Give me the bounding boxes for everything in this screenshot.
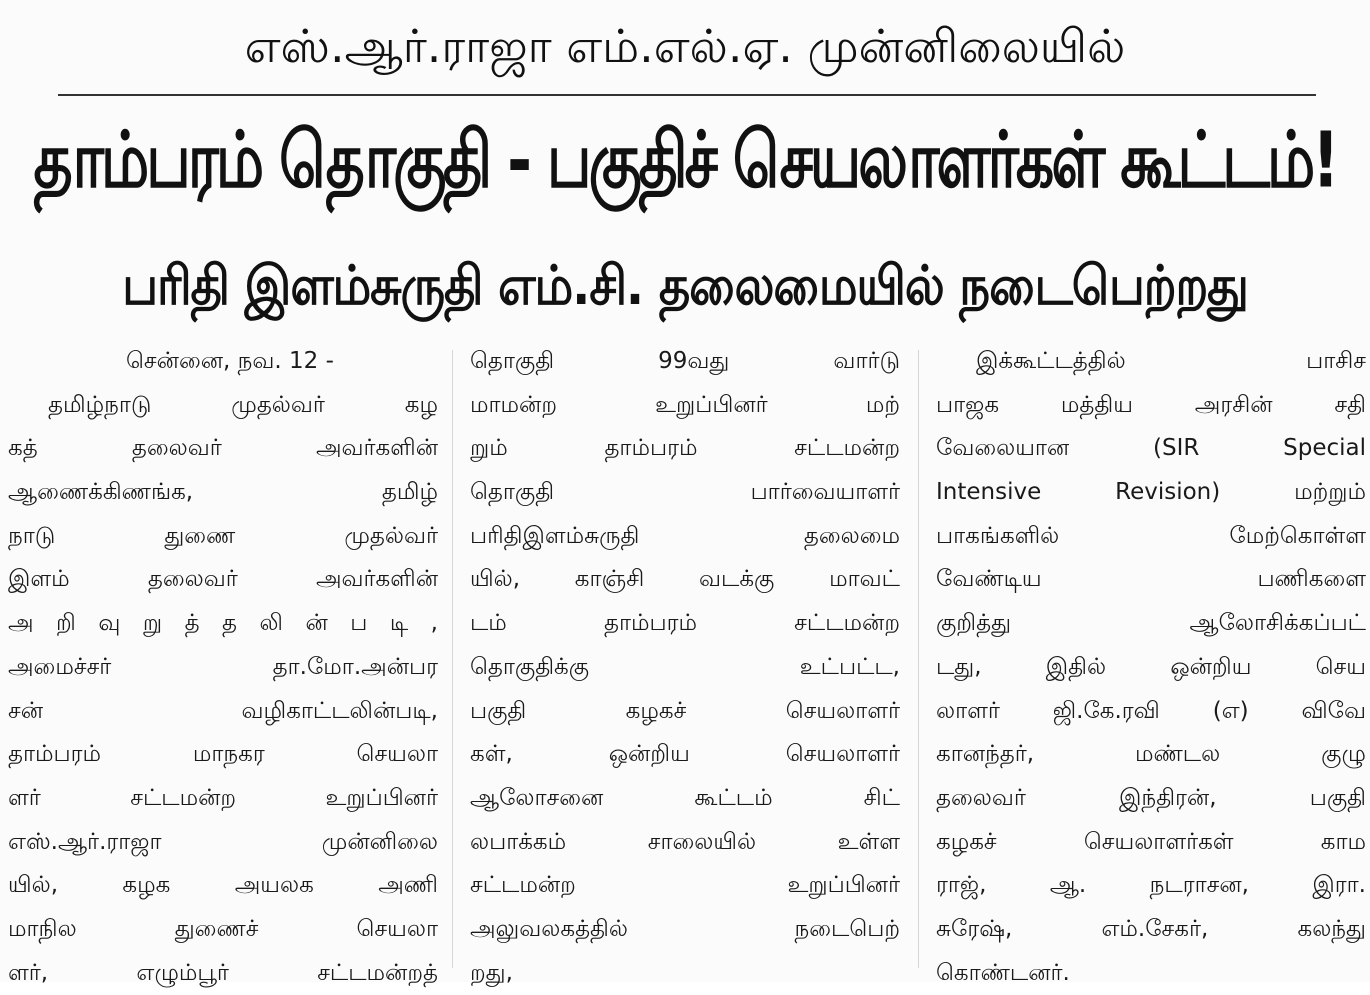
body-line: தொகுதிக்கு உட்பட்ட, <box>470 653 900 680</box>
body-line: இக்கூட்டத்தில் பாசிச <box>976 348 1366 374</box>
body-line: கொண்டனர். <box>936 959 1070 986</box>
body-line: லாளர் ஜி.கே.ரவி (எ) விவே <box>936 697 1366 724</box>
body-line: அலுவலகத்தில் நடைபெற் <box>470 915 900 942</box>
article-kicker: எஸ்.ஆர்.ராஜா எம்.எல்.ஏ. முன்னிலையில் <box>244 19 1126 73</box>
article-column-2 <box>470 340 900 995</box>
body-line: றும் தாம்பரம் சட்டமன்ற <box>470 435 900 462</box>
body-line: கழகச் செயலாளர்கள் காம <box>936 828 1366 855</box>
body-line: கள், ஒன்றிய செயலாளர் <box>470 741 900 768</box>
body-line: லபாக்கம் சாலையில் உள்ள <box>470 828 900 855</box>
body-line: வேண்டிய பணிகளை <box>936 566 1366 593</box>
body-line: ஆலோசனை கூட்டம் சிட் <box>470 784 900 811</box>
column-divider <box>452 350 453 968</box>
body-line: சுரேஷ், எம்.சேகர், கலந்து <box>936 915 1366 942</box>
body-line: ளர், எழும்பூர் சட்டமன்றத் <box>8 959 438 986</box>
body-line: தமிழ்நாடு முதல்வர் கழ <box>48 391 438 418</box>
body-line: குறித்து ஆலோசிக்கப்பட் <box>936 610 1366 637</box>
body-line: டது, இதில் ஒன்றிய செய <box>936 653 1366 680</box>
article-column-1 <box>8 340 438 995</box>
body-line: கத் தலைவர் அவர்களின் <box>8 435 438 462</box>
body-line: பாஜக மத்திய அரசின் சதி <box>936 391 1366 418</box>
body-line: யில், காஞ்சி வடக்கு மாவட் <box>470 566 900 593</box>
column-divider <box>918 350 919 968</box>
body-line: மாநில துணைச் செயலா <box>8 915 438 942</box>
article-column-3 <box>936 340 1366 995</box>
body-line: பரிதிஇளம்சுருதி தலைமை <box>470 522 900 549</box>
body-line: வேலையான (SIR Special <box>936 435 1366 462</box>
body-line: தொகுதி பார்வையாளர் <box>470 479 900 506</box>
article-headline: தாம்பரம் தொகுதி - பகுதிச் செயலாளர்கள் கூட்டம்! <box>33 116 1337 206</box>
dateline: சென்னை, நவ. 12 - <box>126 348 334 374</box>
body-line: பாகங்களில் மேற்கொள்ள <box>936 522 1366 549</box>
body-line: தலைவர் இந்திரன், பகுதி <box>936 784 1366 811</box>
body-line: நாடு துணை முதல்வர் <box>8 522 438 549</box>
body-line: கானந்தர், மண்டல குழு <box>936 741 1366 768</box>
body-line: தாம்பரம் மாநகர செயலா <box>8 741 438 768</box>
article-subhead: பரிதி இளம்சுருதி எம்.சி. தலைமையில் நடைபெற்றது <box>122 254 1248 318</box>
body-line: பகுதி கழகச் செயலாளர் <box>470 697 900 724</box>
body-line: Intensive Revision) மற்றும் <box>936 479 1366 506</box>
body-line: சன் வழிகாட்டலின்படி, <box>8 697 438 724</box>
body-line: அ றி வு று த் த லி ன் ப டி , <box>8 610 438 637</box>
body-line: றது, <box>470 959 513 986</box>
body-line: ஆணைக்கிணங்க, தமிழ் <box>8 479 438 506</box>
body-line: சட்டமன்ற உறுப்பினர் <box>470 872 900 899</box>
body-line: இளம் தலைவர் அவர்களின் <box>8 566 438 593</box>
body-line: ளர் சட்டமன்ற உறுப்பினர் <box>8 784 438 811</box>
body-line: டம் தாம்பரம் சட்டமன்ற <box>470 610 900 637</box>
body-line: எஸ்.ஆர்.ராஜா முன்னிலை <box>8 828 438 855</box>
body-line: யில், கழக அயலக அணி <box>8 872 438 899</box>
body-line: மாமன்ற உறுப்பினர் மற் <box>470 391 900 418</box>
body-line: ராஜ், ஆ. நடராசன, இரா. <box>936 872 1366 899</box>
body-line: அமைச்சர் தா.மோ.அன்பர <box>8 653 438 680</box>
body-line: தொகுதி 99வது வார்டு <box>470 348 900 374</box>
